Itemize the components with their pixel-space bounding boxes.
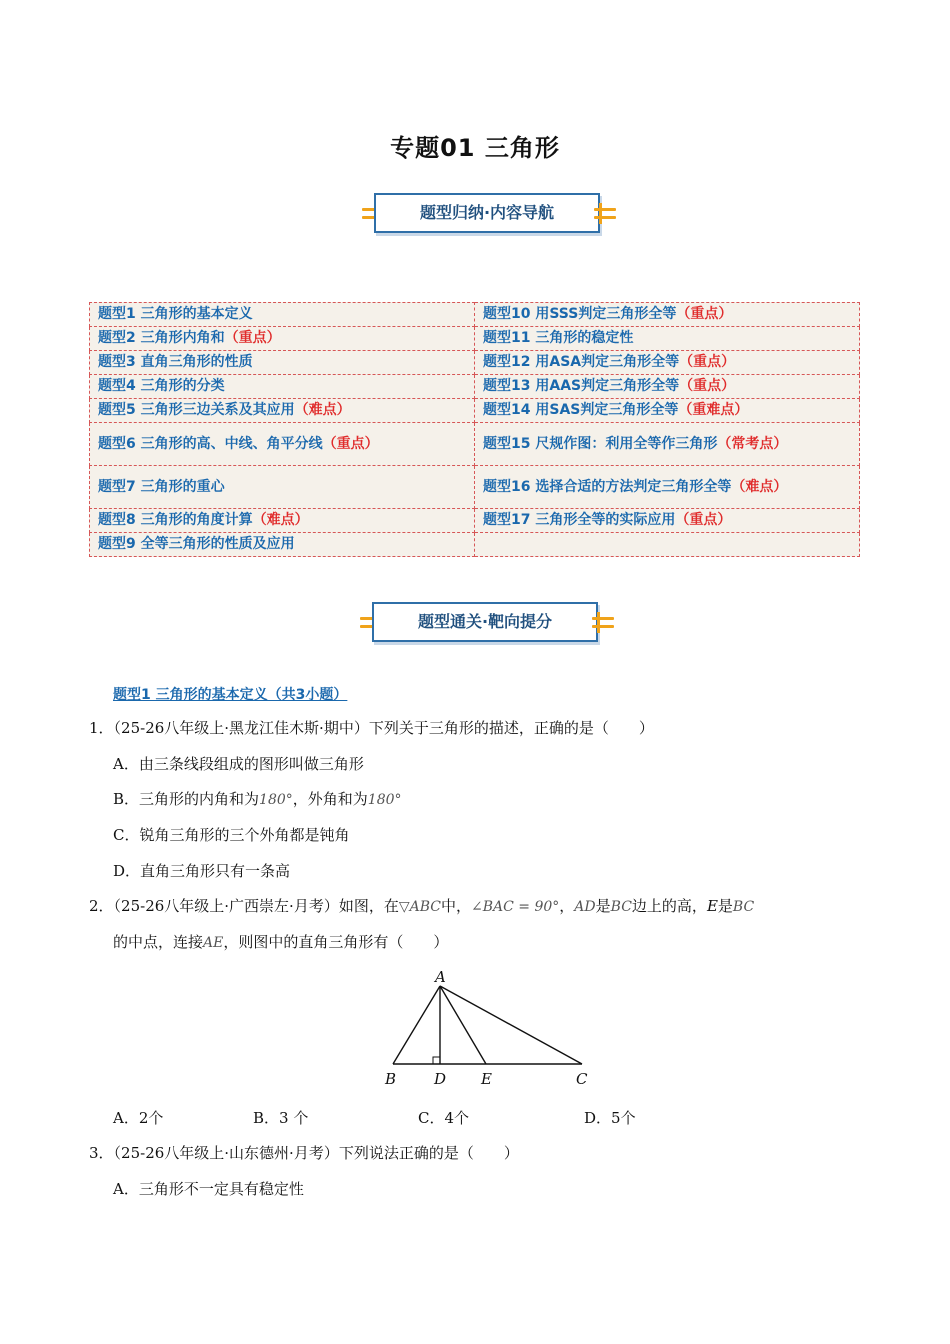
label-c: C: [576, 1070, 588, 1088]
question-1-option-c: C．锐角三角形的三个外角都是钝角: [113, 826, 350, 844]
toc-item-label: 题型12 用ASA判定三角形全等: [483, 354, 680, 370]
label-a: A: [435, 968, 446, 986]
banner-right-icon: [592, 612, 616, 634]
toc-item[interactable]: [475, 423, 860, 466]
toc-row: [90, 423, 860, 466]
math-angle-bac: ∠BAC = 90°: [470, 899, 560, 915]
toc-row: [90, 375, 860, 399]
toc-item[interactable]: [475, 351, 860, 375]
banner-right-icon: [594, 203, 618, 225]
question-2-stem-line2: [113, 932, 448, 953]
question-1-option-d: D．直角三角形只有一条高: [113, 862, 291, 880]
toc-item[interactable]: [90, 303, 475, 327]
math-e: E: [706, 897, 718, 915]
math-ad: AD: [574, 899, 596, 915]
q2-text: 中，: [440, 897, 471, 915]
math-ae: AE: [203, 935, 224, 951]
toc-row: [90, 399, 860, 423]
toc-row: [90, 533, 860, 557]
option-b-mid: ，外角和为: [292, 790, 368, 808]
toc-item[interactable]: [475, 399, 860, 423]
math-180-deg: 180°: [259, 792, 293, 808]
label-d: D: [434, 1070, 447, 1088]
toc-item[interactable]: [90, 375, 475, 399]
q2-text: 是: [595, 897, 611, 915]
toc-item-label: 题型6 三角形的高、中线、角平分线: [98, 435, 323, 452]
question-2-option-c: C．4个: [418, 1109, 470, 1127]
math-bc: BC: [732, 899, 755, 915]
q2-text: 是: [717, 897, 733, 915]
right-angle-mark: [433, 1057, 440, 1064]
q2-text: 边上的高，: [631, 897, 707, 915]
toc-item[interactable]: [475, 509, 860, 533]
q2-text: ，: [559, 897, 575, 915]
segment-ae: [440, 986, 486, 1064]
section-heading-link[interactable]: 题型1 三角形的基本定义（共3小题）: [113, 687, 348, 703]
toc-item-label: 题型17 三角形全等的实际应用: [483, 512, 676, 528]
toc-item[interactable]: [475, 303, 860, 327]
toc-item-label: 题型13 用AAS判定三角形全等: [483, 378, 680, 394]
toc-item-tag: （难点）: [294, 402, 351, 418]
toc-item-label: 题型10 用SSS判定三角形全等: [483, 306, 677, 322]
question-2-option-a: A．2个: [113, 1109, 164, 1127]
toc-item-label: 题型1 三角形的基本定义: [98, 306, 253, 322]
label-e: E: [481, 1070, 492, 1088]
triangle-figure: [375, 966, 615, 1096]
question-2-option-d: D．5个: [584, 1109, 636, 1127]
toc-item-label: 题型16 选择合适的方法判定三角形全等: [483, 478, 732, 495]
question-3-stem: 3．（25-26八年级上·山东德州·月考）下列说法正确的是（ ）: [89, 1144, 519, 1162]
q2-text: 的中点，连接: [113, 933, 204, 951]
toc-item-label: 题型2 三角形内角和: [98, 330, 225, 346]
question-2-stem: [89, 896, 754, 917]
label-b: B: [385, 1070, 397, 1088]
toc-item-label: 题型14 用SAS判定三角形全等: [483, 402, 679, 418]
toc-row: [90, 327, 860, 351]
toc-row: [90, 509, 860, 533]
toc-item-label: 题型11 三角形的稳定性: [483, 330, 634, 346]
toc-item[interactable]: [90, 327, 475, 351]
toc-row: [90, 351, 860, 375]
page-title: 专题01 三角形: [390, 134, 560, 162]
section-banner-navigation: 题型归纳·内容导航: [374, 193, 600, 233]
toc-item[interactable]: [475, 327, 860, 351]
toc-item-tag: （重难点）: [678, 402, 749, 418]
math-triangle-abc: ▽ABC: [398, 899, 441, 915]
toc-item-tag: （难点）: [252, 512, 309, 528]
math-bc: BC: [610, 899, 632, 915]
toc-item-tag: （重点）: [679, 378, 736, 394]
toc-item-tag: （常考点）: [717, 435, 788, 452]
segment-ab: [393, 986, 440, 1064]
toc-item-label: 题型15 尺规作图：利用全等作三角形: [483, 435, 718, 452]
toc-item-label: 题型7 三角形的重心: [98, 478, 225, 495]
section-banner-practice: 题型通关·靶向提分: [372, 602, 598, 642]
toc-item-label: 题型3 直角三角形的性质: [98, 354, 253, 370]
toc-item[interactable]: [475, 466, 860, 509]
question-3-option-a: A．三角形不一定具有稳定性: [113, 1180, 304, 1198]
toc-table: [89, 302, 860, 557]
question-1-stem: 1．（25-26八年级上·黑龙江佳木斯·期中）下列关于三角形的描述，正确的是（ ）: [89, 719, 654, 737]
question-2-option-b: B．3 个: [253, 1109, 309, 1127]
toc-item-tag: （重点）: [675, 512, 732, 528]
toc-row: [90, 466, 860, 509]
toc-item[interactable]: [475, 375, 860, 399]
toc-item[interactable]: [90, 351, 475, 375]
question-1-option-b: [113, 789, 402, 810]
toc-item-tag: （重点）: [322, 435, 379, 452]
toc-item-label: 题型4 三角形的分类: [98, 378, 225, 394]
toc-item-tag: （重点）: [679, 354, 736, 370]
segment-ac: [440, 986, 582, 1064]
toc-item-tag: （难点）: [731, 478, 788, 495]
toc-item[interactable]: [90, 423, 475, 466]
toc-item-tag: （重点）: [224, 330, 281, 346]
toc-item[interactable]: [90, 509, 475, 533]
toc-item-tag: （重点）: [676, 306, 733, 322]
toc-item[interactable]: [90, 466, 475, 509]
option-b-prefix: B．三角形的内角和为: [113, 790, 260, 808]
toc-item[interactable]: [90, 399, 475, 423]
q2-text: 2．（25-26八年级上·广西崇左·月考）如图，在: [89, 897, 399, 915]
toc-item-label: 题型9 全等三角形的性质及应用: [98, 536, 295, 552]
math-180-deg: 180°: [367, 792, 402, 808]
question-1-option-a: A．由三条线段组成的图形叫做三角形: [113, 755, 364, 773]
q2-text: ，则图中的直角三角形有（ ）: [223, 933, 449, 951]
toc-item-label: 题型5 三角形三边关系及其应用: [98, 402, 295, 418]
toc-item: [475, 533, 860, 557]
toc-row: [90, 303, 860, 327]
toc-item-label: 题型8 三角形的角度计算: [98, 512, 253, 528]
toc-item[interactable]: [90, 533, 475, 557]
